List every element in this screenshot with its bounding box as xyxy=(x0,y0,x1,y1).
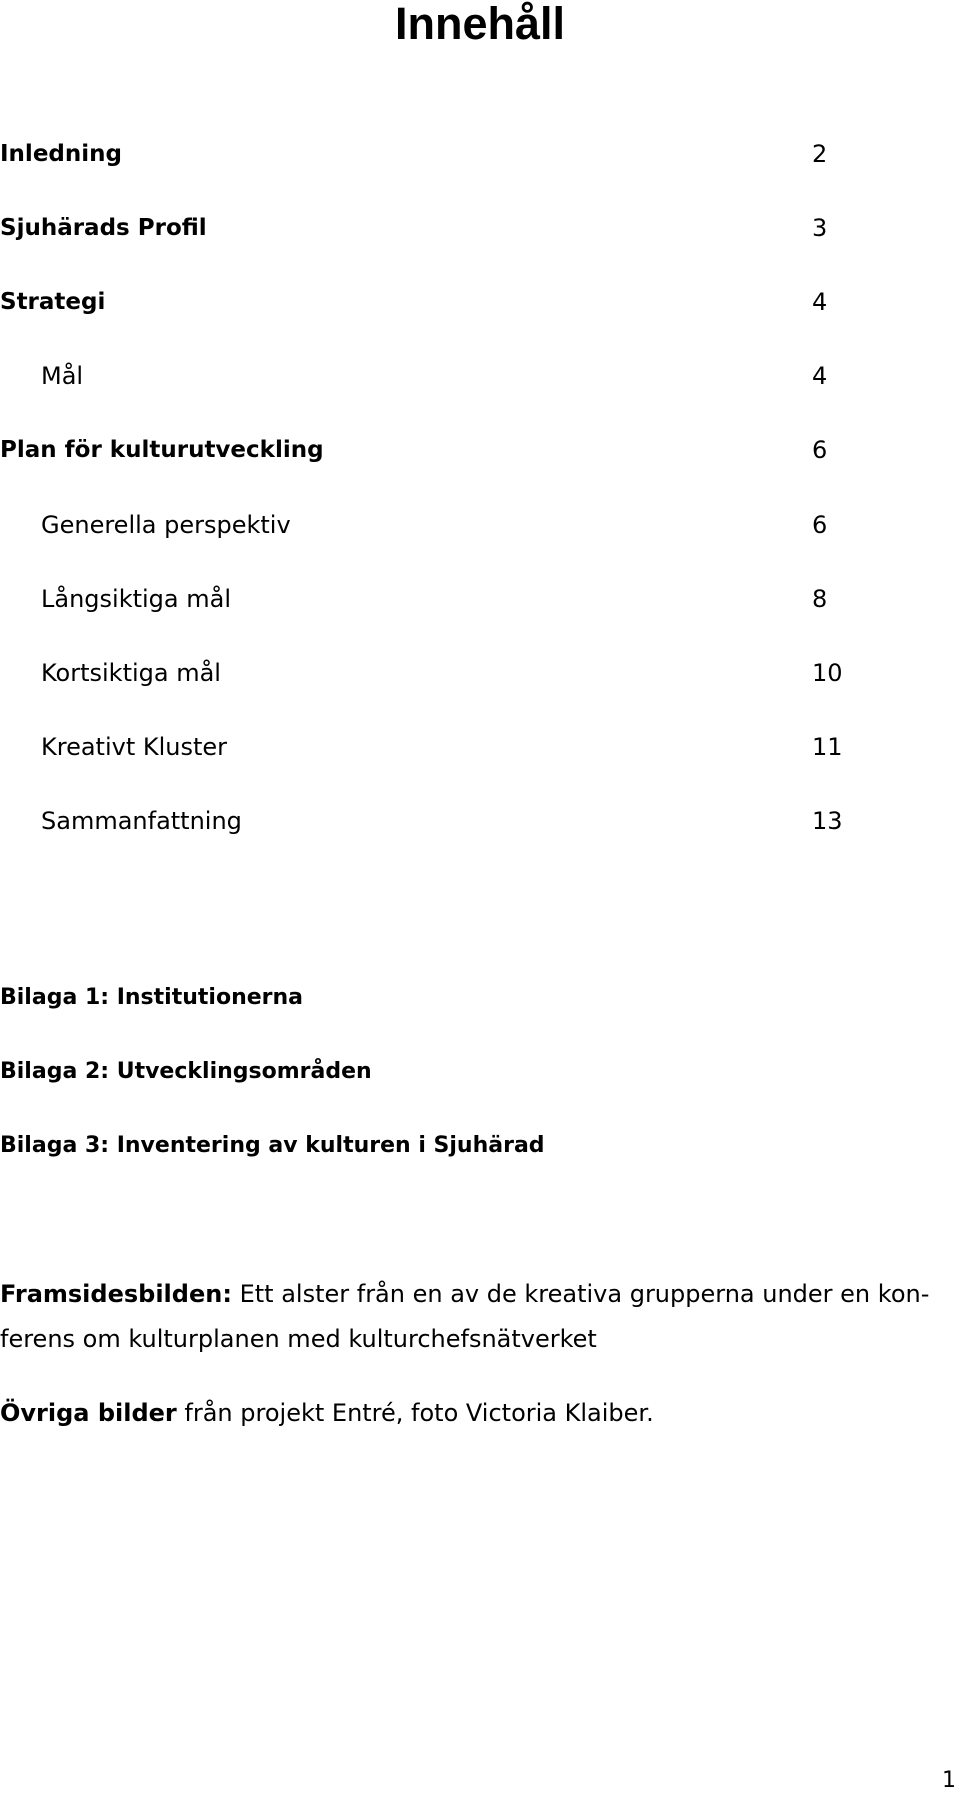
toc-entry-mal[interactable] xyxy=(0,356,860,396)
cover-image-credit xyxy=(0,1272,958,1362)
toc-label: Inledning xyxy=(0,141,122,167)
toc-label: Långsiktiga mål xyxy=(41,585,231,613)
cover-credit-line-1 xyxy=(0,1272,958,1317)
toc-page: 11 xyxy=(812,733,843,761)
toc-label: Sjuhärads Profil xyxy=(0,215,207,241)
cover-credit-text-1: Ett alster från en av de kreativa grupperna under en kon- xyxy=(239,1280,930,1308)
toc-entry-inledning[interactable] xyxy=(0,134,860,174)
toc-page: 4 xyxy=(812,288,828,316)
toc-entry-kortsiktiga-mal[interactable] xyxy=(0,653,860,693)
other-credit-label: Övriga bilder xyxy=(0,1399,177,1427)
other-credit-text: från projekt Entré, foto Victoria Klaiber. xyxy=(184,1399,654,1427)
toc-page: 3 xyxy=(812,214,828,242)
cover-credit-line-2 xyxy=(0,1317,958,1362)
toc-label: Sammanfattning xyxy=(41,807,242,835)
toc-entry-strategi[interactable] xyxy=(0,282,860,322)
toc-page: 6 xyxy=(812,511,828,539)
appendix-item[interactable]: Bilaga 1: Institutionerna xyxy=(0,985,304,1010)
toc-entry-sammanfattning[interactable] xyxy=(0,801,860,841)
page-number: 1 xyxy=(942,1768,956,1793)
toc-page: 2 xyxy=(812,140,828,168)
cover-credit-label: Framsidesbilden: xyxy=(0,1280,232,1308)
toc-label: Strategi xyxy=(0,289,106,315)
other-images-credit xyxy=(0,1391,958,1436)
toc-entry-generella-perspektiv[interactable] xyxy=(0,505,860,545)
toc-label: Kortsiktiga mål xyxy=(41,659,221,687)
toc-label: Kreativt Kluster xyxy=(41,733,228,761)
toc-entry-kreativt-kluster[interactable] xyxy=(0,727,860,767)
appendix-item[interactable]: Bilaga 3: Inventering av kulturen i Sjuhärad xyxy=(0,1133,545,1158)
cover-credit-text-2: ferens om kulturplanen med kulturchefsnätverket xyxy=(0,1325,597,1353)
page-title: Innehåll xyxy=(394,0,566,49)
toc-label: Mål xyxy=(41,362,84,390)
toc-page: 10 xyxy=(812,659,843,687)
toc-page: 6 xyxy=(812,436,828,464)
toc-entry-sjuharads-profil[interactable] xyxy=(0,208,860,248)
toc-entry-langsiktiga-mal[interactable] xyxy=(0,579,860,619)
toc-page: 13 xyxy=(812,807,843,835)
toc-page: 4 xyxy=(812,362,828,390)
toc-label: Generella perspektiv xyxy=(41,511,291,539)
appendix-item[interactable]: Bilaga 2: Utvecklingsområden xyxy=(0,1059,372,1084)
toc-label: Plan för kulturutveckling xyxy=(0,437,324,463)
toc-entry-plan-for-kulturutveckling[interactable] xyxy=(0,430,860,470)
toc-page: 8 xyxy=(812,585,828,613)
